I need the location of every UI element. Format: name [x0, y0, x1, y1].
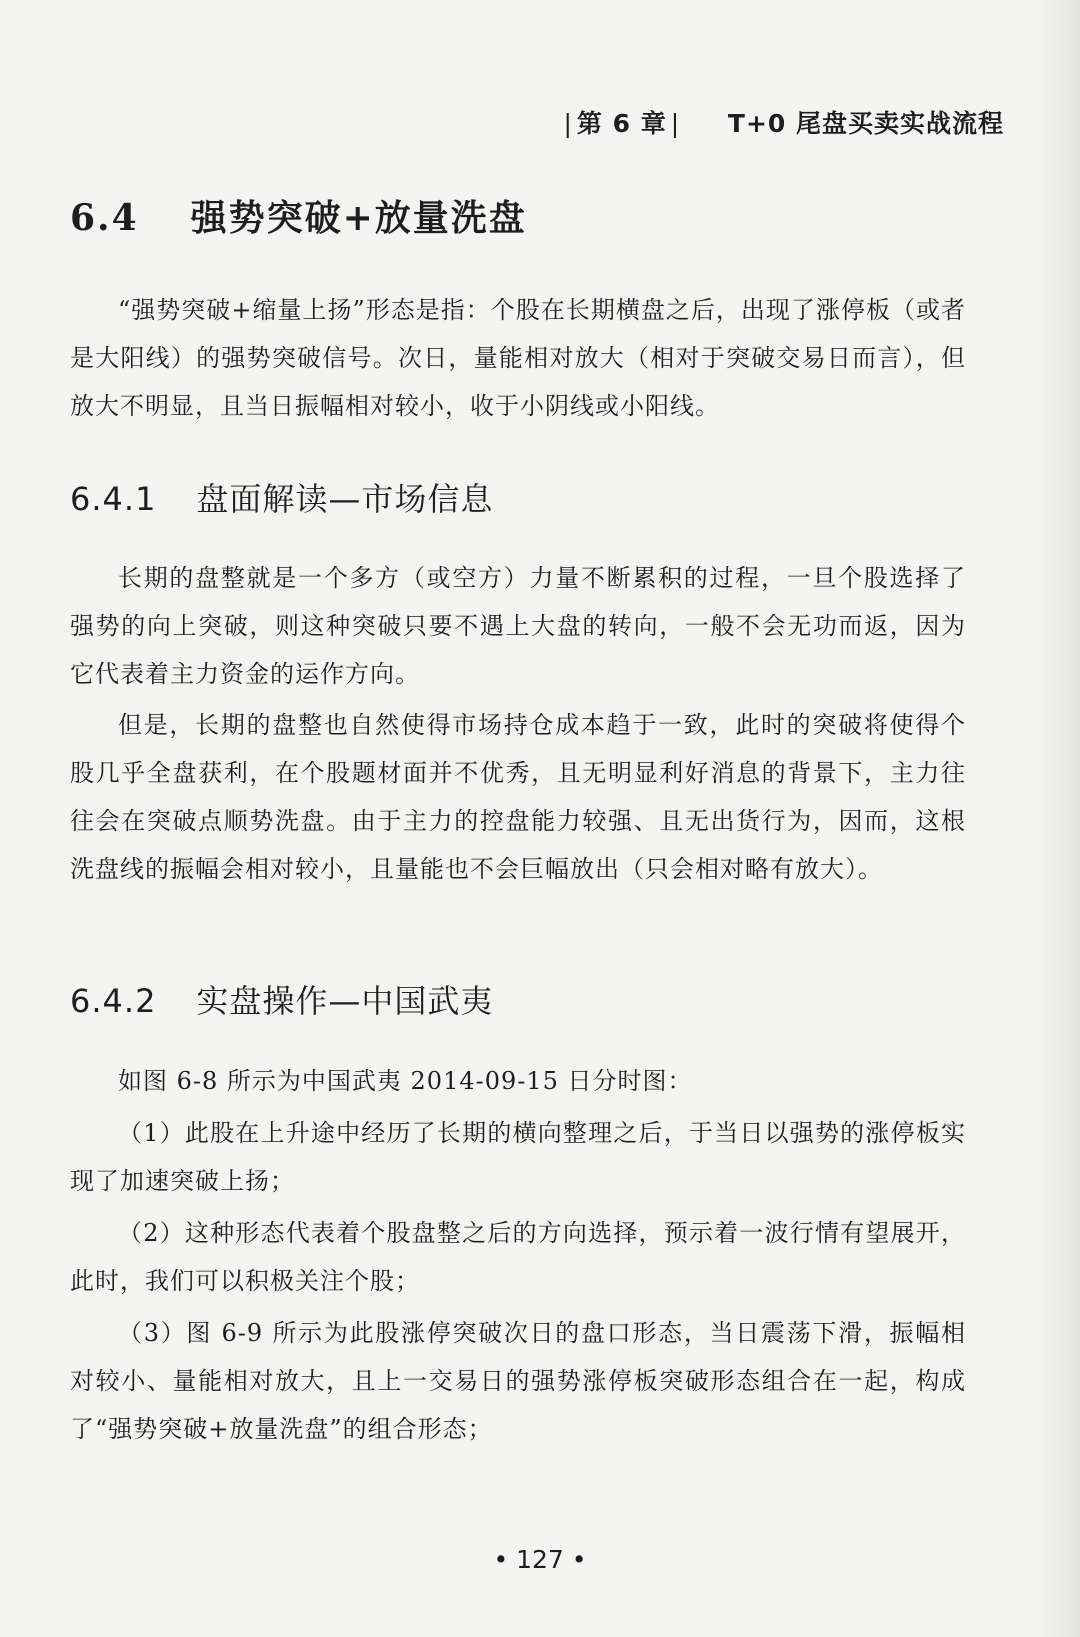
section-title: 强势突破+放量洗盘	[190, 197, 527, 239]
header-separator-left: |	[563, 109, 573, 138]
subsection-title-2: 实盘操作—中国武夷	[196, 982, 494, 1020]
subsection-number-2: 6.4.2	[70, 982, 157, 1020]
intro-block	[70, 286, 966, 430]
paragraph: 但是，长期的盘整也自然使得市场持仓成本趋于一致，此时的突破将使得个股几乎全盘获利，在个股题材面并不优秀，且无明显利好消息的背景下，主力往往会在突破点顺势洗盘。由于主力的控盘能力较强、且无出货行为，因而，这根洗盘线的振幅会相对较小，且量能也不会巨幅放出（只会相对略有放大）。	[70, 711, 966, 883]
page-number: • 127 •	[493, 1545, 587, 1574]
page-edge-shadow	[1040, 0, 1080, 1637]
subsection-heading-2	[70, 976, 493, 1022]
chapter-title: T+0 尾盘买卖实战流程	[727, 109, 1004, 138]
paragraph: 如图 6-8 所示为中国武夷 2014-09-15 日分时图：	[118, 1067, 693, 1095]
subsection-number-1: 6.4.1	[70, 480, 157, 518]
list-item: （1）此股在上升途中经历了长期的横向整理之后，于当日以强势的涨停板实现了加速突破上扬；	[70, 1119, 966, 1195]
section-heading	[70, 190, 527, 241]
intro-paragraph: “强势突破+缩量上扬”形态是指：个股在长期横盘之后，出现了涨停板（或者是大阳线）的强势突破信号。次日，量能相对放大（相对于突破交易日而言），但放大不明显，且当日振幅相对较小，收于小阴线或小阳线。	[70, 296, 966, 420]
subsection-2-body	[70, 1057, 966, 1453]
subsection-heading-1	[70, 474, 493, 520]
section-number: 6.4	[70, 197, 139, 239]
running-header	[559, 104, 1004, 140]
list-item: （2）这种形态代表着个股盘整之后的方向选择，预示着一波行情有望展开，此时，我们可以积极关注个股；	[70, 1219, 966, 1295]
chapter-label: 第 6 章	[576, 109, 667, 138]
subsection-title-1: 盘面解读—市场信息	[196, 480, 494, 518]
subsection-1-body	[70, 554, 966, 893]
list-item: （3）图 6-9 所示为此股涨停突破次日的盘口形态，当日震荡下滑，振幅相对较小、量能相对放大，且上一交易日的强势涨停板突破形态组合在一起，构成了“强势突破+放量洗盘”的组合形态；	[70, 1319, 966, 1443]
paragraph: 长期的盘整就是一个多方（或空方）力量不断累积的过程，一旦个股选择了强势的向上突破，则这种突破只要不遇上大盘的转向，一般不会无功而返，因为它代表着主力资金的运作方向。	[70, 564, 966, 688]
header-separator-right: |	[670, 109, 681, 138]
